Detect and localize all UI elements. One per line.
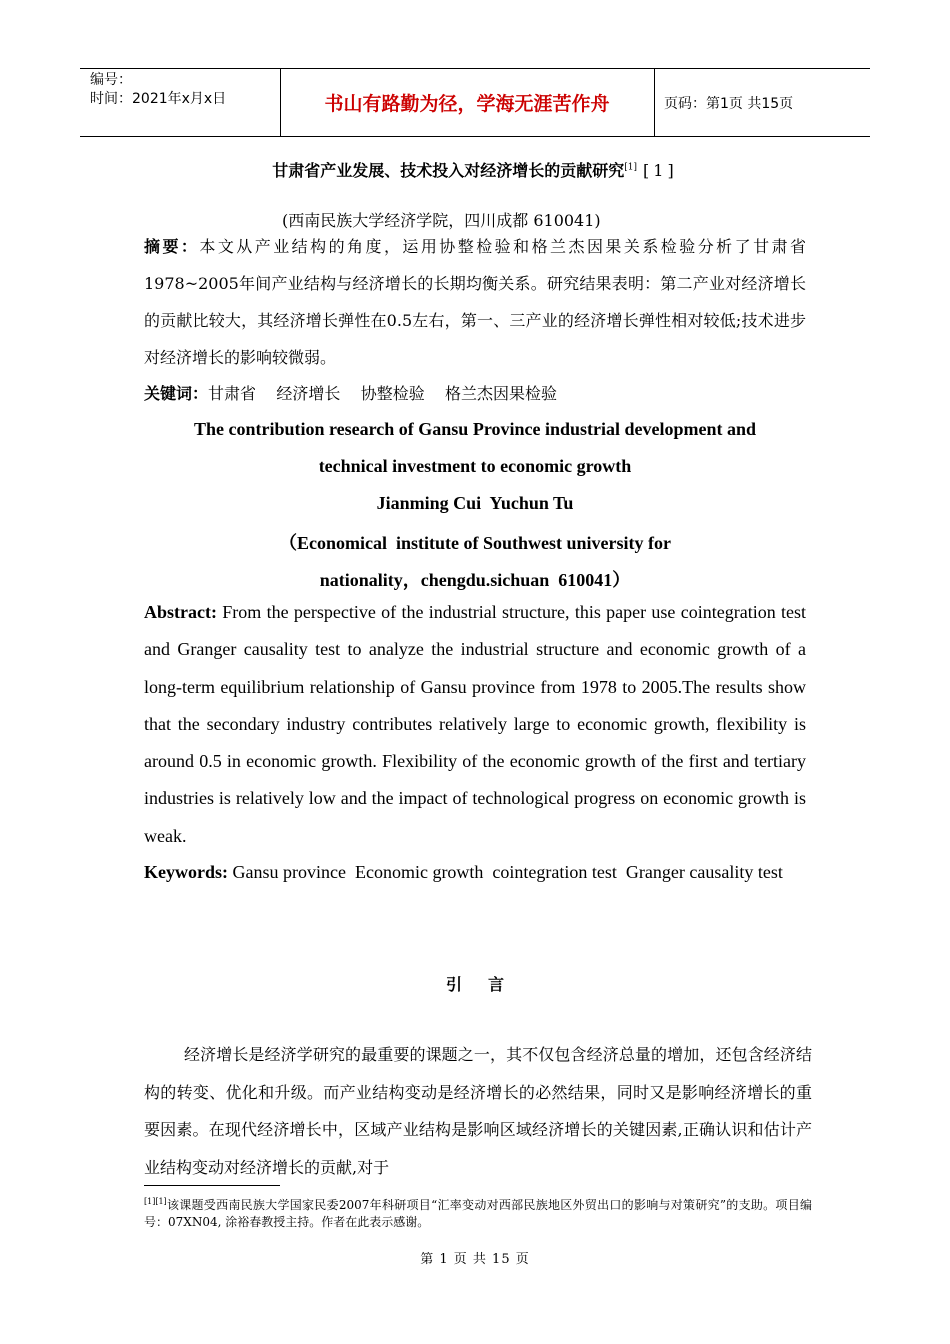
- header-time: 时间：2021年x月x日: [90, 91, 227, 107]
- footnote-marker: [1][1]: [144, 1197, 167, 1206]
- abstract-en: [144, 594, 806, 855]
- keywords-en: [144, 854, 806, 891]
- abstract-text: 本文从产业结构的角度，运用协整检验和格兰杰因果关系检验分析了甘肃省1978~2005年间产业结构与经济增长的长期均衡关系。研究结果表明：第二产业对经济增长的贡献比较大，其经济增长弹性在0.5左右，第一、三产业的经济增长弹性相对较低;技术进步对经济增长的影响较微弱。: [144, 237, 806, 367]
- header-meta: [90, 71, 226, 109]
- en-abstract-text: From the perspective of the industrial structure, this paper use cointegration test and Granger causality test to analyze the industrial structure and economic growth of a long-term equilibrium relationship of Gansu province from 1978 to 2005.The results show that the secondary industry contributes relatively large to economic growth, flexibility is around 0.5 in economic growth. Flexibility of the economic growth of the first and tertiary industries is relatively low and the impact of technological progress on economic growth is weak.: [144, 602, 806, 846]
- keywords-text: 甘肃省 经济增长 协整检验 格兰杰因果检验: [208, 384, 558, 403]
- paper-title-text: 甘肃省产业发展、技术投入对经济增长的贡献研究: [272, 161, 625, 180]
- header-divider: [654, 69, 655, 136]
- keywords-cn: [144, 375, 806, 412]
- footnote-text: 该课题受西南民族大学国家民委2007年科研项目“汇率变动对西部民族地区外贸出口的影响与对策研究”的支助。项目编号：07XN04, 涂裕春教授主持。作者在此表示感谢。: [144, 1198, 812, 1229]
- section-title: 引言: [445, 975, 530, 994]
- en-authors: Jianming Cui Yuchun Tu: [376, 493, 574, 513]
- abstract-cn: [144, 228, 806, 376]
- title-reference: [1]: [643, 161, 678, 180]
- page-header: [80, 68, 870, 137]
- affiliation: (西南民族大学经济学院，四川成都 610041): [282, 211, 601, 230]
- paper-title: [0, 158, 950, 181]
- header-divider: [280, 69, 281, 136]
- en-keywords-label: Keywords:: [144, 862, 228, 882]
- keywords-label: 关键词：: [144, 384, 209, 403]
- en-keywords-text: Gansu province Economic growth cointegration test Granger causality test: [228, 862, 783, 882]
- en-title-line1: The contribution research of Gansu Province industrial development and: [193, 419, 757, 439]
- abstract-label: 摘要：: [144, 237, 200, 256]
- en-abstract-label: Abstract:: [144, 602, 217, 622]
- en-affiliation-line2: nationality，chengdu.sichuan 610041）: [319, 570, 631, 590]
- title-footnote-marker[interactable]: [1]: [624, 162, 638, 173]
- footnote-separator: [144, 1185, 280, 1186]
- footnote: [144, 1193, 812, 1231]
- header-page-number: 页码：第1页 共15页: [664, 96, 794, 112]
- en-title-line2: technical investment to economic growth: [318, 456, 632, 476]
- header-number: 编号：: [90, 72, 132, 88]
- en-affiliation-line1: （Economical institute of Southwest university for: [279, 533, 671, 553]
- header-motto: 书山有路勤为径，学海无涯苦作舟: [324, 93, 610, 115]
- page-footer: 第 1 页 共 15 页: [420, 1252, 530, 1267]
- intro-paragraph: 经济增长是经济学研究的最重要的课题之一，其不仅包含经济总量的增加，还包含经济结构的转变、优化和升级。而产业结构变动是经济增长的必然结果，同时又是影响经济增长的重要因素。在现代经济增长中，区域产业结构是影响区域经济增长的关键因素,正确认识和估计产业结构变动对经济增长的贡献,对于: [144, 1045, 812, 1177]
